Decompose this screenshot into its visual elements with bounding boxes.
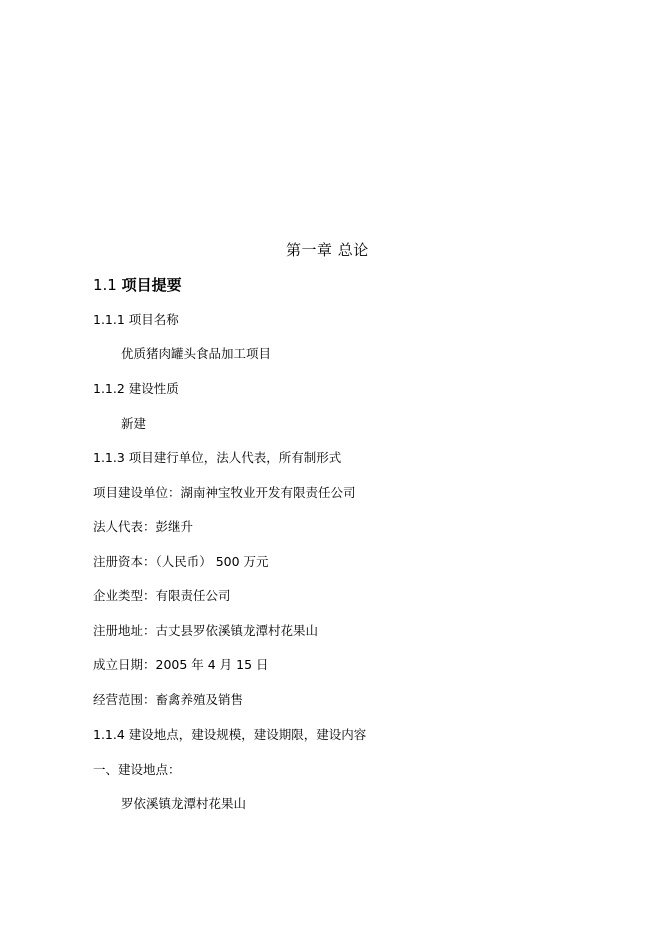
section-heading-1-1: [93, 278, 182, 293]
company-type-line: 企业类型：有限责任公司: [93, 588, 231, 603]
registered-address-line: 注册地址：古丈县罗依溪镇龙潭村花果山: [93, 623, 319, 638]
site-text: 罗依溪镇龙潭村花果山: [121, 796, 247, 811]
site-heading: 一、建设地点：: [93, 762, 181, 777]
subsection-heading-construction-type: 1.1.2 建设性质: [93, 381, 179, 396]
section-number: 1.1: [93, 276, 117, 294]
chapter-title: 第一章 总论: [286, 241, 369, 259]
project-name-text: 优质猪肉罐头食品加工项目: [121, 346, 272, 361]
business-scope-line: 经营范围：畜禽养殖及销售: [93, 692, 244, 707]
established-date-line: 成立日期：2005 年 4 月 15 日: [93, 657, 269, 672]
legal-representative-line: 法人代表：彭继升: [93, 519, 194, 534]
subsection-heading-project-name: 1.1.1 项目名称: [93, 312, 179, 327]
subsection-heading-unit: 1.1.3 项目建行单位，法人代表，所有制形式: [93, 450, 342, 465]
section-title: 项目提要: [121, 276, 182, 294]
subsection-heading-site-scale: 1.1.4 建设地点，建设规模，建设期限，建设内容: [93, 727, 367, 742]
construction-unit-line: 项目建设单位：湖南神宝牧业开发有限责任公司: [93, 485, 356, 500]
registered-capital-line: 注册资本：（人民币） 500 万元: [93, 554, 269, 569]
construction-type-text: 新建: [121, 416, 147, 431]
